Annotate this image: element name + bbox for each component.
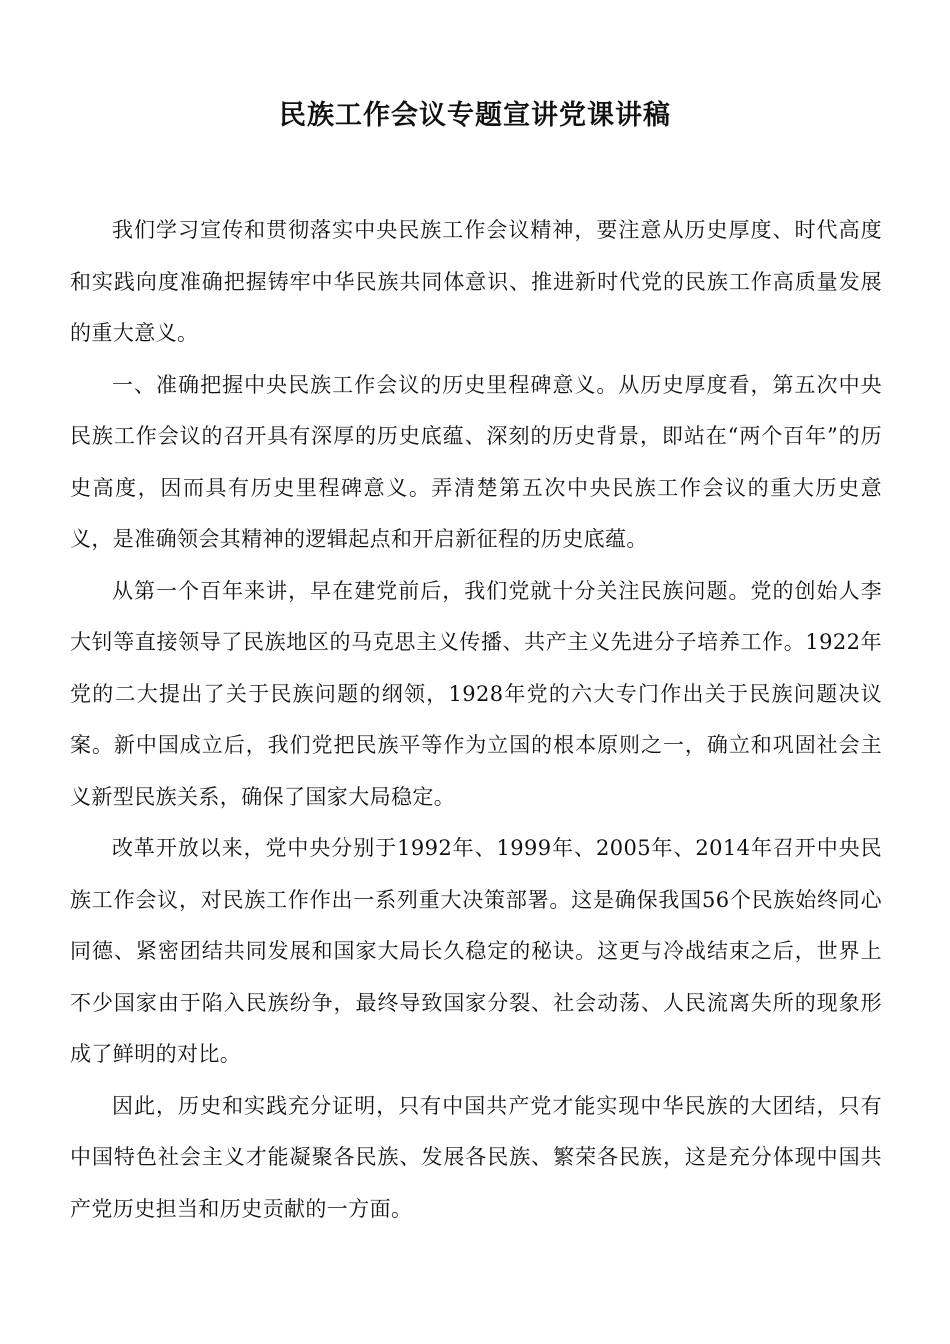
paragraph-reform-era: 改革开放以来，党中央分别于1992年、1999年、2005年、2014年召开中央民族工作会议，对民族工作作出一系列重大决策部署。这是确保我国56个民族始终同心同德、紧密团结共同发展和国家大局长久稳定的秘诀。这更与冷战结束之后，世界上不少国家由于陷入民族纷争，最终导致国家分裂、社会动荡、人民流离失所的现象形成了鲜明的对比。 xyxy=(70,836,882,1066)
document-body xyxy=(70,205,882,1235)
paragraph-first-century: 从第一个百年来讲，早在建党前后，我们党就十分关注民族问题。党的创始人李大钊等直接领导了民族地区的马克思主义传播、共产主义先进分子培养工作。1922年党的二大提出了关于民族问题的纲领，1928年党的六大专门作出关于民族问题决议案。新中国成立后，我们党把民族平等作为立国的根本原则之一，确立和巩固社会主义新型民族关系，确保了国家大局稳定。 xyxy=(70,578,882,809)
paragraph-conclusion: 因此，历史和实践充分证明，只有中国共产党才能实现中华民族的大团结，只有中国特色社会主义才能凝聚各民族、发展各民族、繁荣各民族，这是充分体现中国共产党历史担当和历史贡献的一方面。 xyxy=(70,1093,882,1221)
paragraph-section-one: 一、准确把握中央民族工作会议的历史里程碑意义。从历史厚度看，第五次中央民族工作会议的召开具有深厚的历史底蕴、深刻的历史背景，即站在“两个百年”的历史高度，因而具有历史里程碑意义。弄清楚第五次中央民族工作会议的重大历史意义，是准确领会其精神的逻辑起点和开启新征程的历史底蕴。 xyxy=(70,372,882,551)
paragraph-intro: 我们学习宣传和贯彻落实中央民族工作会议精神，要注意从历史厚度、时代高度和实践向度准确把握铸牢中华民族共同体意识、推进新时代党的民族工作高质量发展的重大意义。 xyxy=(70,218,882,345)
document-title: 民族工作会议专题宣讲党课讲稿 xyxy=(279,100,671,131)
